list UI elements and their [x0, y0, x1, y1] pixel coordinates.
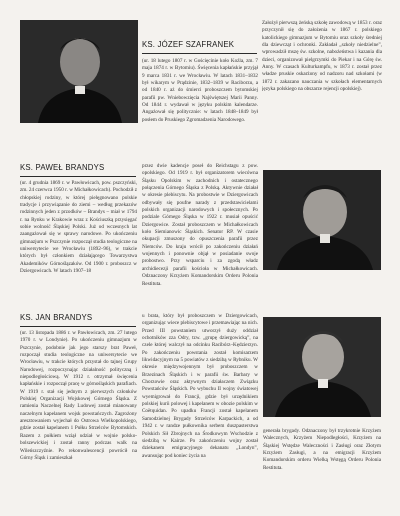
- bio-jozef-col1: (ur. 18 lutego 1807 r. w Gościęcinie koło Koźla, zm. 7 maja 1874 r. w Bytomiu). Święcenia kapłańskie przyjął 9 marca 1831 r. we Wrocławiu. W latach 1831–1832 był wikarym w Prądzinie, 1832–1839 w Raciborzu, a od 1840 r. aż do śmierci proboszczem bytomskiej parafii pw. Wniebowzięcia Najświętszej Marii Panny. Od 1844 r. wydawał w języku polskim kalendarze. Angażował się politycznie: w latach 1848–1849 był posłem do Pruskiego Zgromadzenia Narodowego.: [142, 58, 258, 123]
- portrait-pawel-brandys: [263, 170, 381, 270]
- bio-jozef-col2: Założył pierwszą żeńską szkołę zawodową w 1853 r. oraz przyczynił się do założenia w 1867 r. polskiego katolickiego gimnazjum w Bytomiu oraz szkoły średniej dla dziewcząt i ochronki. Zakładał „szkoły niedzielne”, wprowadził mszę św. szkolne, nabożeństwa i kazania dla dzieci, organizował pielgrzymki do Piekar i na Górę św. Anny. W czasach Kulturkampfu, w 1873 r. został przez władze pruskie oskarżony od nadzoru nad szkołami (w 1872 r. zakazano nauczania w szkołach elementarnych języka polskiego na obszarze rejencji opolskiej).: [262, 20, 382, 93]
- portrait-jozef-szafranek: [20, 20, 138, 123]
- bio-pawel-col1: (ur. 4 grudnia 1869 r. w Pawłowicach, pow. pszczyński, zm. 24 czerwca 1950 r. w Michałkowicach). Pochodził z chłopskiej rodziny, w której pielęgnowano polskie tradycje i przywiązanie do ziemi – według przekazów rodzinnych jeden z przodków – Brandys – miał w 1794 r. na Rynku w Krakowie wraz z Kościuszką przysięgać sobie wolność Śląskiej Polski. Już od wczesnych lat zaangażował się w sprawy narodowe. Po ukończeniu gimnazjum w Pszczynie rozpoczął studia teologiczne na uniwersytecie we Wrocławiu (1892–96), w trakcie których był członkiem działającego Towarzystwa Akademików Górnoślązaków. Od 1900 r. proboszcz w Dziergowicach. W latach 1907–18: [20, 180, 137, 275]
- portrait-photo-icon: [20, 20, 138, 123]
- heading-jozef-szafranek: KS. JÓZEF SZAFRANEK: [142, 40, 235, 49]
- portrait-photo-icon: [263, 317, 381, 417]
- heading-rule: [20, 326, 136, 327]
- heading-pawel-brandys: KS. PAWEŁ BRANDYS: [20, 163, 105, 172]
- heading-jan-brandys: KS. JAN BRANDYS: [20, 313, 93, 322]
- bio-jan-col2: u brata, który był proboszczem w Dziergowicach, organizując wiece plebiscytowe i przemawiając na nich. Przed III powstaniem utworzył duży oddział ochotników zza Odry, tzw. „grupę dziergowicką”, na czele której walczył na odcinku Racibórz–Kędzierzyn. Po zakończeniu powstania został komisarzem likwidacyjnym na 5 powiatów z siedzibą w Rybniku. W okresie międzywojennym był proboszczem w Brzezinach Śląskich i w parafii św. Barbary w Chorzowie oraz aktywnym działaczem Związku Powstańców Śląskich. Po wybuchu II wojny światowej wyemigrował do Francji, gdzie był urzędnikiem polskiej kurii polowej i kapelanem w obozie polskim w Coëtquidan. Po upadku Francji został kapelanem Samodzielnej Brygady Strzelców Karpackich, a od 1942 r. w randze pułkownika serbem duszpasterstwa Polskich Sił Zbrojnych na Środkowym Wschodzie z siedzibą w Kairze. Po zakończeniu wojny został dziekanem emigracyjnego dekanatu „Londyn”, awansując pod koniec życia na: [142, 313, 258, 459]
- bio-jan-col1: (ur. 13 listopada 1886 r. w Pawłowicach, zm. 27 lutego 1970 r. w Londynie). Po ukończeniu gimnazjum w Pszczynie, podobnie jak jego starszy brat Paweł, rozpoczął studia teologiczne na uniwersytecie we Wrocławiu, w trakcie których przystał do tajnej Grupy Narodowej, rozpoczynając działalność polityczną i niepodległościową. W 1912 r. otrzymał święcenia kapłańskie i rozpoczął pracę w górnośląskich parafiach. W 1919 r. stał się jednym z pierwszych członków Polskiej Organizacji Wojskowej Górnego Śląska. Z ramienia Naczelnej Rady Ludowej został mianowany naczelnym kapelanem wojsk powstańczych. Zagrożony aresztowaniem wyjechał do Ostrowa Wielkopolskiego, gdzie został kapelanem 1 Pułku Strzelców Bytomskich. Razem z pułkiem wziął udział w wojnie polsko-bolszewickiej i został ranny podczas walk na Wileńszczyźnie. Po rekonwalescencji powrócił na Górny Śląsk i zamieszkał: [20, 330, 137, 461]
- bio-pawel-col2: przez dwie kadencje poseł do Reichstagu z pow. opolskiego. Od 1919 r. był organizatorem wiecówna Śląsku Opolskim w zachodnich i ostatecznego połączenia Górnego Śląska z Polską. Aktywnie działał w okresie plebiscytu. Na probostwie w Dziergowicach odbywały się poufne narady z przedstawicielami polskich organizacji narodowych i społecznych. Po podziale Górnego Śląska w 1922 r. musiał opuścić Dziergowice. Został proboszczem w Michałkowicach koło Siemianowic Śląskich. Senator RP. W czasie okupacji zmuszony do opuszczenia parafii przez Niemców. Do kraju wrócił po zakończeniu działań wojennych i ponownie objął w posiadanie swoje probostwo. Przy wsparciu i za zgodą władz archidiecezji parafii kościoła w Michałkowicach. Odznaczony Krzyżem Komandorskim Orderu Polonia Restituta.: [142, 163, 258, 287]
- portrait-photo-icon: [263, 170, 381, 270]
- heading-rule: [20, 176, 136, 177]
- heading-rule: [142, 53, 257, 54]
- portrait-jan-brandys: [263, 317, 381, 417]
- bio-jan-col3: generała brygady. Odznaczony był trzykrotnie Krzyżem Walecznych, Krzyżem Niepodległości, Krzyżem na Śląskiej Wstędze Waleczności i Zasługi oraz Złotym Krzyżem Zasługi, a na emigracji Krzyżem Komandorskim orderu Wielką Wstęgą Orderu Polonia Restituta.: [263, 428, 381, 471]
